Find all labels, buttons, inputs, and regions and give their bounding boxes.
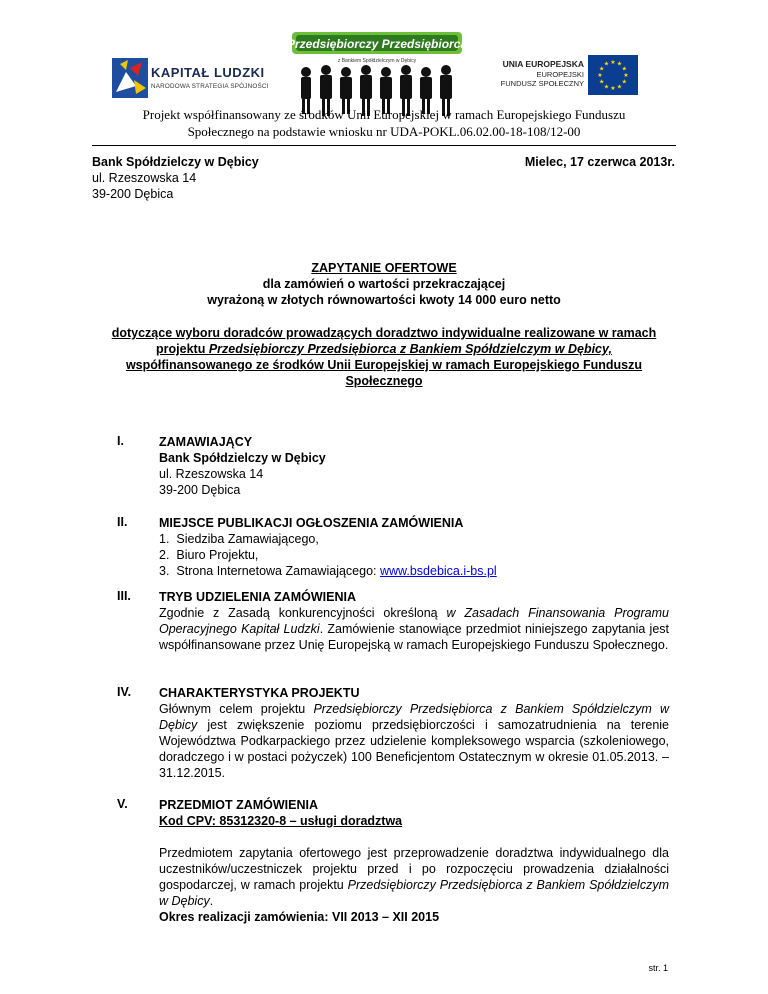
section-2-number: II.	[117, 515, 128, 529]
ue-fund-line2: EUROPEJSKI	[536, 70, 584, 79]
section-5-title: PRZEDMIOT ZAMÓWIENIA	[159, 798, 319, 812]
project-funding-note	[0, 106, 768, 140]
sender-city: 39-200 Dębica	[92, 187, 174, 201]
header-divider	[92, 145, 676, 146]
page-number: str. 1	[648, 963, 668, 973]
sender-street: ul. Rzeszowska 14	[92, 171, 197, 185]
list-item-text: Biuro Projektu,	[176, 548, 259, 562]
subject-line-1: dotyczące wyboru doradców prowadzących doradztwo indywidualne realizowane w ramach	[111, 326, 657, 340]
svg-text:★: ★	[599, 78, 605, 86]
svg-text:★: ★	[597, 72, 603, 79]
section-1-city: 39-200 Dębica	[159, 483, 241, 497]
section-5	[159, 797, 669, 925]
title-line-3: wyrażoną w złotych równowartości kwoty 14 000 euro netto	[207, 293, 561, 307]
publication-places-list	[159, 531, 497, 579]
project-line-2: Społecznego na podstawie wniosku nr UDA-POKL.06.02.00-18-108/12-00	[187, 124, 581, 139]
section-5-number: V.	[117, 797, 128, 811]
logo-center-subtitle: z Bankiem Spółdzielczym w Dębicy	[337, 58, 417, 64]
document-title-block	[0, 260, 768, 308]
section-1-name: Bank Spółdzielczy w Dębicy	[159, 451, 326, 465]
eu-flag-icon	[588, 55, 638, 95]
section-3-title: TRYB UDZIELENIA ZAMÓWIENIA	[159, 590, 356, 604]
section-2	[159, 515, 497, 579]
svg-text:★: ★	[603, 83, 610, 91]
list-item	[159, 547, 497, 563]
svg-text:★: ★	[616, 83, 623, 91]
unia-europejska-logo	[490, 55, 638, 97]
section-5-period: Okres realizacji zamówienia: VII 2013 – XII 2015	[159, 910, 440, 924]
section-4-number: IV.	[117, 685, 132, 699]
svg-text:★: ★	[616, 60, 623, 68]
svg-text:★: ★	[610, 85, 616, 92]
document-title: ZAPYTANIE OFERTOWE	[311, 261, 457, 275]
list-item	[159, 531, 497, 547]
section-5-text-a: Przedmiotem zapytania ofertowego jest przeprowadzenie doradztwa indywidualnego dla uczestników/uczestniczek projektu przed i po rozpoczęciu prowadzenia działalności gospodarczej, w ramach projektu	[159, 846, 669, 892]
section-3	[159, 589, 669, 653]
subject-line-2	[0, 341, 768, 357]
subject-block	[0, 325, 768, 389]
logo-center-title: Przedsiębiorczy Przedsiębiorca	[292, 37, 462, 51]
section-3-text-b: . Zamówienie stanowiące przedmiot niniejszego zapytania jest współfinansowane przez Unię Europejską w ramach Europejskiego Funduszu Społecznego.	[159, 622, 669, 652]
section-4-title: CHARAKTERYSTYKA PROJEKTU	[159, 686, 360, 700]
svg-text:★: ★	[603, 60, 610, 68]
section-3-text-a: Zgodnie z Zasadą konkurencyjności określoną	[159, 606, 447, 620]
section-4	[159, 685, 669, 781]
subject-line-4: Społecznego	[345, 374, 423, 388]
section-2-title: MIEJSCE PUBLIKACJI OGŁOSZENIA ZAMÓWIENIA	[159, 516, 464, 530]
svg-text:★: ★	[610, 59, 616, 66]
kapital-ludzki-subtitle: NARODOWA STRATEGIA SPÓJNOŚCI	[151, 83, 269, 90]
list-item-number: 1.	[159, 532, 170, 546]
section-5-paragraph	[159, 845, 669, 909]
section-1-street: ul. Rzeszowska 14	[159, 467, 264, 481]
kapital-ludzki-logo	[112, 58, 272, 98]
list-item-text: Siedziba Zamawiającego,	[176, 532, 319, 546]
title-line-2: dla zamówień o wartości przekraczającej	[262, 277, 506, 291]
section-5-cpv: Kod CPV: 85312320-8 – usługi doradztwa	[159, 814, 403, 828]
section-1-title: ZAMAWIAJĄCY	[159, 435, 253, 449]
website-link[interactable]: www.bsdebica.i-bs.pl	[379, 564, 497, 578]
section-4-paragraph	[159, 701, 669, 781]
kapital-ludzki-emblem-icon	[112, 58, 148, 98]
svg-text:★: ★	[621, 78, 627, 86]
svg-text:★: ★	[599, 65, 605, 73]
section-5-text-b: .	[209, 894, 214, 908]
section-1-number: I.	[117, 434, 124, 448]
list-item-number: 3.	[159, 564, 170, 578]
subject-project-name: Przedsiębiorczy Przedsiębiorca z Bankiem Spółdzielczym w Dębicy,	[208, 342, 612, 356]
section-3-italic: w Zasadach Finansowania Programu Operacyjnego Kapitał Ludzki	[159, 606, 669, 636]
list-item	[159, 563, 497, 579]
list-item-number: 2.	[159, 548, 170, 562]
section-4-text-a: Głównym celem projektu	[159, 702, 314, 716]
section-3-number: III.	[117, 589, 131, 603]
svg-text:★: ★	[621, 65, 627, 73]
svg-text:★: ★	[623, 72, 629, 79]
section-1	[159, 434, 326, 498]
ue-fund-line3: FUNDUSZ SPOŁECZNY	[500, 79, 584, 88]
section-4-italic: Przedsiębiorczy Przedsiębiorca z Bankiem Spółdzielczym w Dębicy	[159, 702, 670, 732]
list-item-text: Strona Internetowa Zamawiającego:	[176, 564, 380, 578]
subject-line-3: współfinansowanego ze środków Unii Europejskiej w ramach Europejskiego Funduszu	[125, 358, 643, 372]
ue-title: UNIA EUROPEJSKA	[502, 59, 584, 69]
sender-name: Bank Spółdzielczy w Dębicy	[92, 155, 259, 169]
project-line-1: Projekt współfinansowany ze środków Unii Europejskiej w ramach Europejskiego Funduszu	[142, 107, 626, 122]
section-5-italic: Przedsiębiorczy Przedsiębiorca z Bankiem Spółdzielczym w Dębicy	[159, 878, 669, 908]
section-4-text-b: jest zwiększenie poziomu przedsiębiorczości i samozatrudnienia na terenie Województwa Podkarpackiego przez udzielenie kompleksowego wsparcia (szkoleniowego, doradczego i w postaci pożyczek) 100 Beneficjentom Ostatecznym w okresie 01.05.2013. – 31.12.2015.	[159, 718, 669, 780]
subject-line-2a: projektu	[156, 342, 209, 356]
kapital-ludzki-title: KAPITAŁ LUDZKI	[151, 65, 265, 80]
section-3-paragraph	[159, 605, 669, 653]
place-date: Mielec, 17 czerwca 2013r.	[524, 155, 675, 169]
sender-address	[92, 154, 259, 202]
